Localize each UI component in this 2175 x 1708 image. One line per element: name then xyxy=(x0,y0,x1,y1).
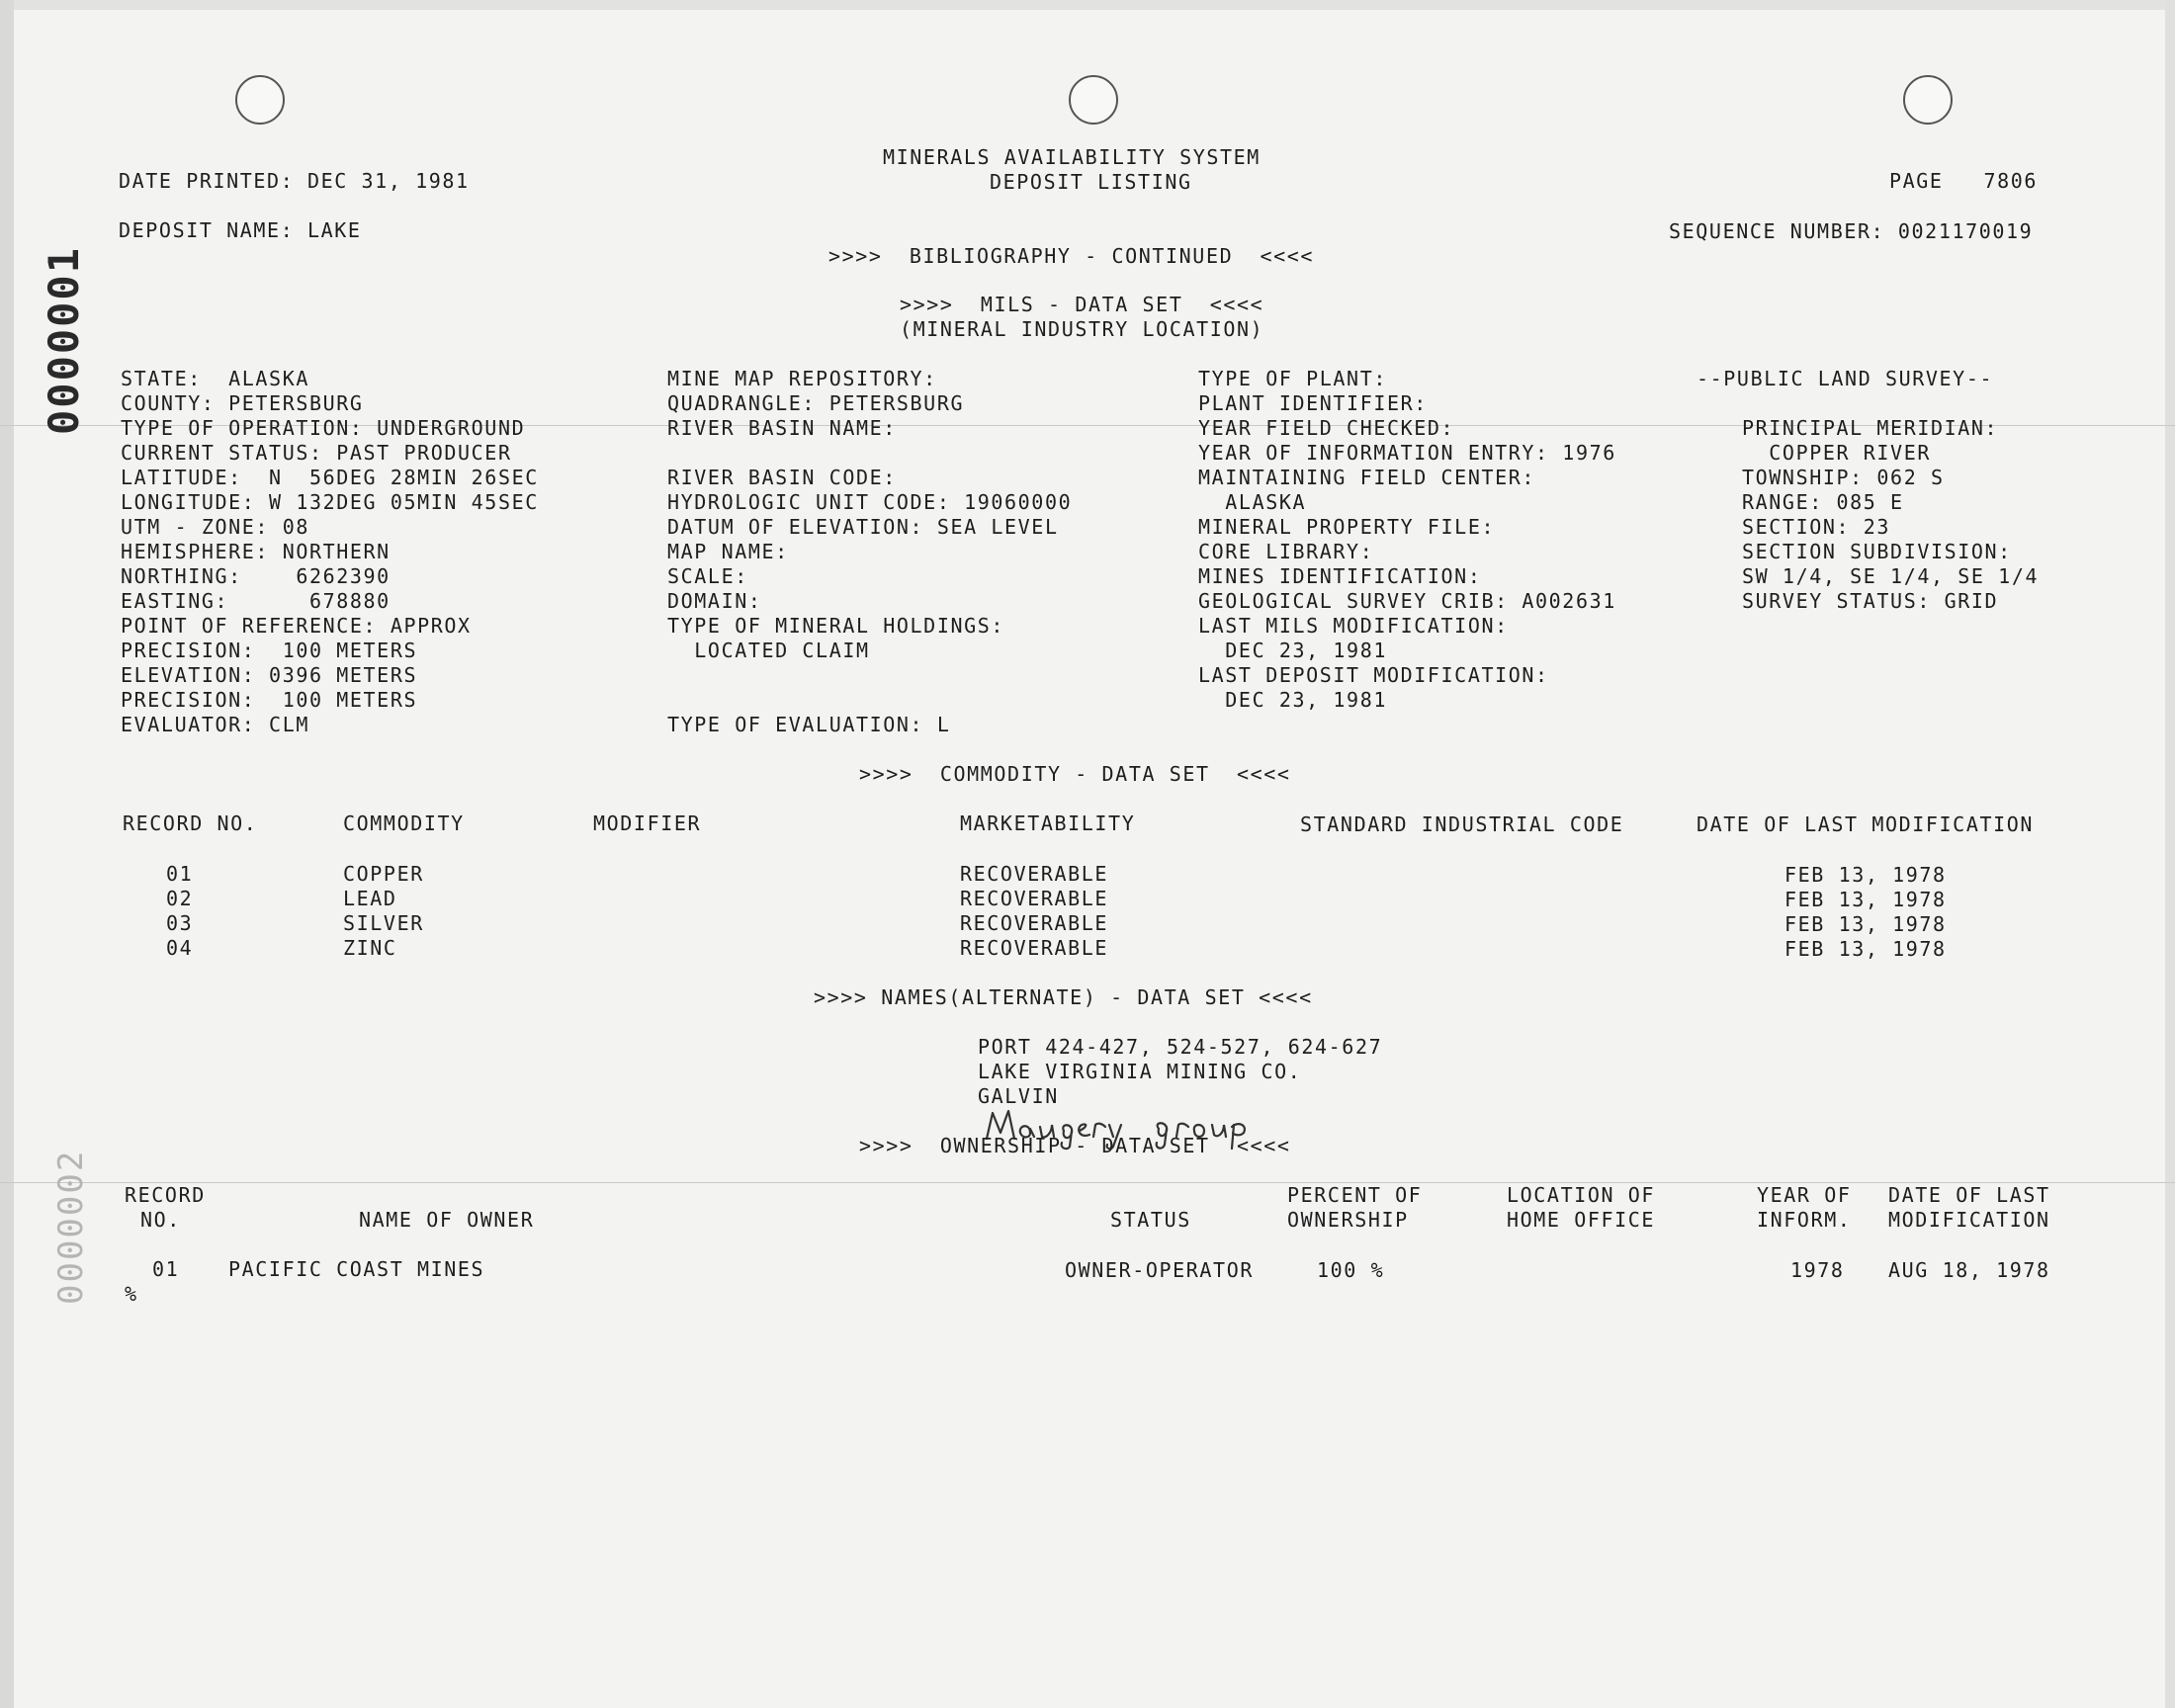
ownership-col-year: YEAR OF xyxy=(1757,1183,1852,1207)
commodity-marketability: RECOVERABLE xyxy=(960,887,1109,910)
commodity-marketability: RECOVERABLE xyxy=(960,911,1109,935)
owner-percent: 100 % xyxy=(1317,1258,1385,1282)
mils-header: >>>> MILS - DATA SET <<<< xyxy=(900,293,1264,316)
mils-field: ELEVATION: 0396 METERS xyxy=(121,663,418,687)
mils-field: TYPE OF PLANT: xyxy=(1198,367,1387,390)
punch-hole-center xyxy=(1069,75,1118,125)
commodity-col-last-mod: DATE OF LAST MODIFICATION xyxy=(1696,812,2035,836)
mils-field: MINERAL PROPERTY FILE: xyxy=(1198,515,1496,539)
ownership-col-location: LOCATION OF xyxy=(1507,1183,1656,1207)
commodity-name: ZINC xyxy=(343,936,397,960)
pls-field: COPPER RIVER xyxy=(1742,441,1931,465)
commodity-col-commodity: COMMODITY xyxy=(343,811,465,835)
commodity-record-no: 01 xyxy=(166,862,194,886)
mils-field: MAP NAME: xyxy=(667,540,789,563)
public-land-survey-title: --PUBLIC LAND SURVEY-- xyxy=(1696,367,1994,390)
mils-field: PRECISION: 100 METERS xyxy=(121,639,418,662)
bibliography-header: >>>> BIBLIOGRAPHY - CONTINUED <<<< xyxy=(828,244,1315,268)
mils-field: GEOLOGICAL SURVEY CRIB: A002631 xyxy=(1198,589,1616,613)
ownership-col-year: INFORM. xyxy=(1757,1208,1852,1232)
mils-field: STATE: ALASKA xyxy=(121,367,309,390)
mils-subheader: (MINERAL INDUSTRY LOCATION) xyxy=(900,317,1264,341)
owner-last-mod: AUG 18, 1978 xyxy=(1888,1258,2050,1282)
commodity-col-modifier: MODIFIER xyxy=(593,811,702,835)
pls-field: PRINCIPAL MERIDIAN: xyxy=(1742,416,1999,440)
mils-field: PRECISION: 100 METERS xyxy=(121,688,418,712)
listing-title: DEPOSIT LISTING xyxy=(990,170,1192,194)
mils-field: CORE LIBRARY: xyxy=(1198,540,1374,563)
ownership-header: >>>> OWNERSHIP - DATA SET <<<< xyxy=(859,1134,1291,1157)
deposit-name: DEPOSIT NAME: LAKE xyxy=(119,218,362,242)
mils-field: LAST MILS MODIFICATION: xyxy=(1198,614,1509,638)
pls-field: SECTION: 23 xyxy=(1742,515,1891,539)
punch-hole-left xyxy=(235,75,285,125)
commodity-record-no: 03 xyxy=(166,911,194,935)
mils-field: LOCATED CLAIM xyxy=(667,639,870,662)
commodity-header: >>>> COMMODITY - DATA SET <<<< xyxy=(859,762,1291,786)
commodity-name: COPPER xyxy=(343,862,424,886)
sequence-number: SEQUENCE NUMBER: 0021170019 xyxy=(1669,219,2034,243)
mils-field: ALASKA xyxy=(1198,490,1307,514)
commodity-col-marketability: MARKETABILITY xyxy=(960,811,1136,835)
ownership-col-record: NO. xyxy=(140,1208,181,1232)
paper-right-edge xyxy=(2165,0,2175,1708)
mils-field: TYPE OF MINERAL HOLDINGS: xyxy=(667,614,1005,638)
pls-field: TOWNSHIP: 062 S xyxy=(1742,466,1945,489)
mils-field: DATUM OF ELEVATION: SEA LEVEL xyxy=(667,515,1059,539)
commodity-marketability: RECOVERABLE xyxy=(960,936,1109,960)
mils-field: TYPE OF OPERATION: UNDERGROUND xyxy=(121,416,526,440)
mils-field: DEC 23, 1981 xyxy=(1198,688,1387,712)
owner-year: 1978 xyxy=(1790,1258,1845,1282)
ownership-col-last-mod: DATE OF LAST xyxy=(1888,1183,2050,1207)
owner-status: OWNER-OPERATOR xyxy=(1065,1258,1254,1282)
mils-field: UTM - ZONE: 08 xyxy=(121,515,309,539)
commodity-date: FEB 13, 1978 xyxy=(1784,888,1947,911)
owner-name: PACIFIC COAST MINES xyxy=(228,1257,485,1281)
mils-field: HYDROLOGIC UNIT CODE: 19060000 xyxy=(667,490,1073,514)
mils-field: DEC 23, 1981 xyxy=(1198,639,1387,662)
end-of-record-marker: % xyxy=(125,1282,138,1306)
ownership-col-percent: OWNERSHIP xyxy=(1287,1208,1409,1232)
paper-top-edge xyxy=(0,0,2175,10)
alternate-name: GALVIN xyxy=(978,1084,1059,1108)
commodity-date: FEB 13, 1978 xyxy=(1784,863,1947,887)
ownership-col-name: NAME OF OWNER xyxy=(359,1208,535,1232)
punch-hole-right xyxy=(1903,75,1953,125)
mils-field: YEAR FIELD CHECKED: xyxy=(1198,416,1455,440)
margin-stamp-top: 0000001 xyxy=(40,245,88,435)
mils-field: NORTHING: 6262390 xyxy=(121,564,391,588)
commodity-col-record: RECORD NO. xyxy=(123,811,258,835)
commodity-col-sic: STANDARD INDUSTRIAL CODE xyxy=(1300,812,1624,836)
mils-field: LAST DEPOSIT MODIFICATION: xyxy=(1198,663,1549,687)
page-number: PAGE 7806 xyxy=(1889,169,2039,193)
commodity-record-no: 02 xyxy=(166,887,194,910)
mils-field: MAINTAINING FIELD CENTER: xyxy=(1198,466,1536,489)
names-header: >>>> NAMES(ALTERNATE) - DATA SET <<<< xyxy=(814,985,1313,1009)
commodity-name: SILVER xyxy=(343,911,424,935)
commodity-name: LEAD xyxy=(343,887,397,910)
owner-record-no: 01 xyxy=(152,1257,180,1281)
pls-field: SECTION SUBDIVISION: xyxy=(1742,540,2012,563)
mils-field: LONGITUDE: W 132DEG 05MIN 45SEC xyxy=(121,490,539,514)
mils-field: MINES IDENTIFICATION: xyxy=(1198,564,1482,588)
mils-field: PLANT IDENTIFIER: xyxy=(1198,391,1428,415)
mils-field: POINT OF REFERENCE: APPROX xyxy=(121,614,472,638)
commodity-date: FEB 13, 1978 xyxy=(1784,912,1947,936)
pls-field: SW 1/4, SE 1/4, SE 1/4 xyxy=(1742,564,2040,588)
mils-field: CURRENT STATUS: PAST PRODUCER xyxy=(121,441,512,465)
system-title: MINERALS AVAILABILITY SYSTEM xyxy=(883,145,1261,169)
pls-field: RANGE: 085 E xyxy=(1742,490,1904,514)
mils-field: TYPE OF EVALUATION: L xyxy=(667,713,951,736)
paper-left-edge xyxy=(0,0,14,1708)
mils-field: RIVER BASIN CODE: xyxy=(667,466,897,489)
mils-field: YEAR OF INFORMATION ENTRY: 1976 xyxy=(1198,441,1616,465)
mils-field: MINE MAP REPOSITORY: xyxy=(667,367,937,390)
mils-field: EASTING: 678880 xyxy=(121,589,391,613)
commodity-marketability: RECOVERABLE xyxy=(960,862,1109,886)
commodity-date: FEB 13, 1978 xyxy=(1784,937,1947,961)
ownership-col-percent: PERCENT OF xyxy=(1287,1183,1423,1207)
ownership-col-last-mod: MODIFICATION xyxy=(1888,1208,2050,1232)
mils-field: EVALUATOR: CLM xyxy=(121,713,309,736)
ownership-col-location: HOME OFFICE xyxy=(1507,1208,1656,1232)
mils-field: HEMISPHERE: NORTHERN xyxy=(121,540,391,563)
margin-stamp-bottom: 0000002 xyxy=(51,1149,91,1305)
mils-field: COUNTY: PETERSBURG xyxy=(121,391,364,415)
date-printed: DATE PRINTED: DEC 31, 1981 xyxy=(119,169,470,193)
alternate-name: LAKE VIRGINIA MINING CO. xyxy=(978,1060,1302,1083)
alternate-name: PORT 424-427, 524-527, 624-627 xyxy=(978,1035,1383,1059)
mils-field: DOMAIN: xyxy=(667,589,762,613)
mils-field: LATITUDE: N 56DEG 28MIN 26SEC xyxy=(121,466,539,489)
mils-field: QUADRANGLE: PETERSBURG xyxy=(667,391,965,415)
pls-field: SURVEY STATUS: GRID xyxy=(1742,589,1999,613)
mils-field: RIVER BASIN NAME: xyxy=(667,416,897,440)
commodity-record-no: 04 xyxy=(166,936,194,960)
mils-field: SCALE: xyxy=(667,564,748,588)
ownership-col-status: STATUS xyxy=(1110,1208,1191,1232)
ownership-col-record: RECORD xyxy=(125,1183,206,1207)
